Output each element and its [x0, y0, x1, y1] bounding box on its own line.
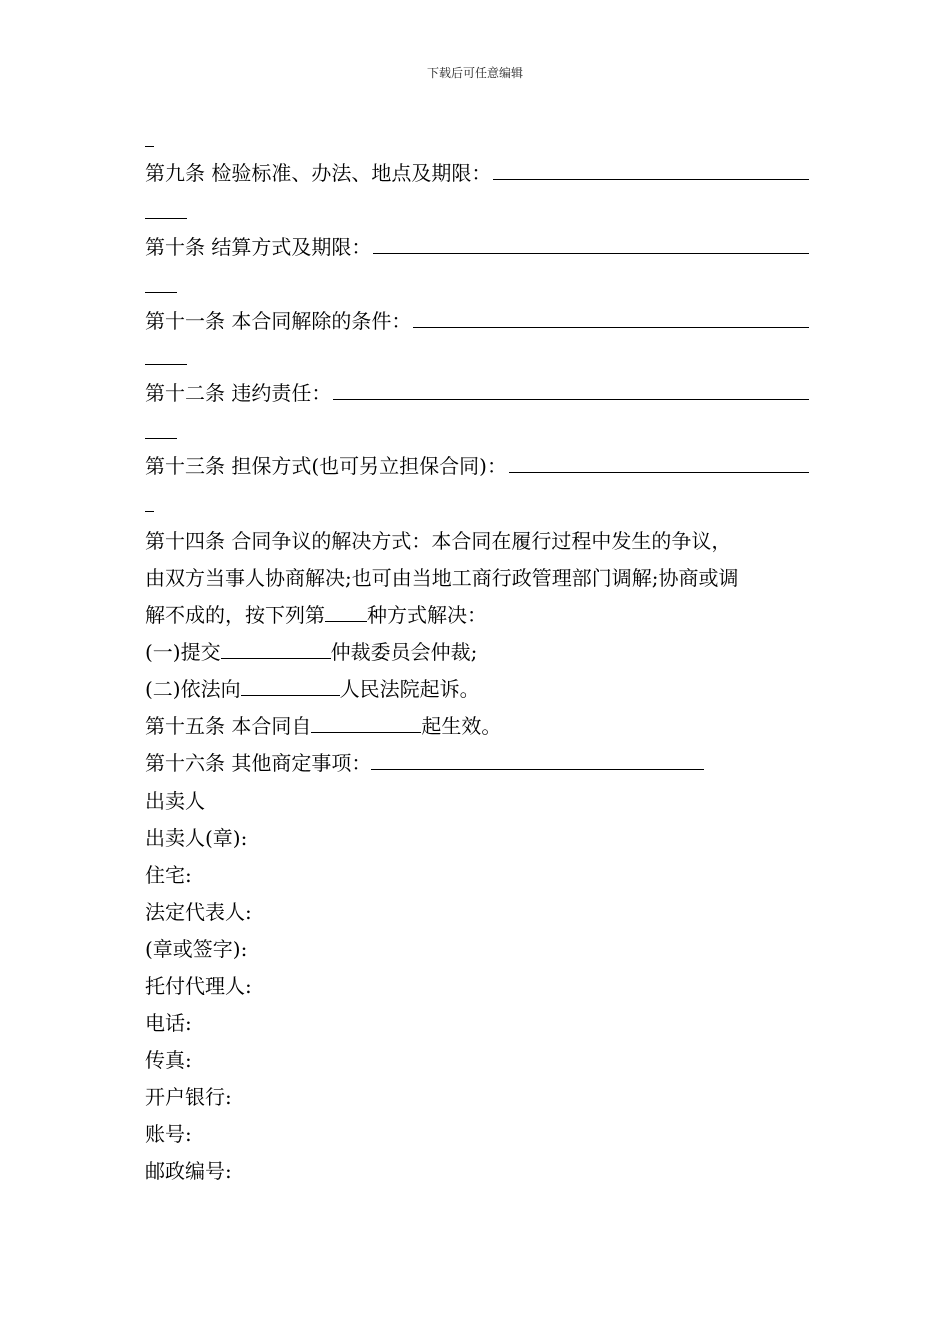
option-1-end: 仲裁委员会仲裁;	[330, 640, 478, 664]
article-13-text: 第十三条 担保方式(也可另立担保合同)：	[145, 454, 507, 478]
article-10	[145, 234, 809, 260]
option-1-blank	[221, 640, 331, 659]
article-14-line-2: 由双方当事人协商解决;也可由当地工商行政管理部门调解;协商或调	[145, 566, 739, 590]
option-2-blank	[241, 677, 340, 696]
seller-postcode-label: 邮政编号:	[145, 1159, 232, 1183]
seller-phone-label: 电话:	[145, 1011, 192, 1035]
article-10-blank-continuation	[145, 292, 177, 293]
article-9-text: 第九条 检验标准、办法、地点及期限：	[145, 161, 492, 185]
article-16-blank	[371, 751, 704, 770]
article-16	[145, 750, 704, 776]
seller-agent-label: 托付代理人:	[145, 974, 252, 998]
option-1-start: (一)提交	[145, 640, 221, 664]
seller-legal-rep-label: 法定代表人:	[145, 900, 252, 924]
article-9-blank	[493, 161, 809, 180]
seller-seal-label: 出卖人(章):	[145, 826, 248, 850]
page-header: 下载后可任意编辑	[426, 66, 523, 80]
seller-fax-label: 传真:	[145, 1048, 192, 1072]
article-11-text: 第十一条 本合同解除的条件：	[145, 309, 412, 333]
article-15-end: 起生效。	[421, 714, 502, 738]
article-14-line-1: 第十四条 合同争议的解决方式：本合同在履行过程中发生的争议，	[145, 529, 732, 553]
article-11-blank	[413, 309, 809, 328]
article-14-line-3	[145, 602, 487, 628]
article-10-blank	[373, 235, 809, 254]
article-10-text: 第十条 结算方式及期限：	[145, 235, 372, 259]
seller-account-label: 账号:	[145, 1122, 192, 1146]
article-13	[145, 453, 809, 479]
option-2-end: 人民法院起诉。	[339, 677, 480, 701]
article-14-line-3-end: 种方式解决：	[367, 603, 487, 627]
option-1	[145, 639, 477, 665]
article-15-start: 第十五条 本合同自	[145, 714, 312, 738]
seller-seal-or-signature-label: (章或签字):	[145, 937, 248, 961]
blank-line-continuation	[145, 146, 154, 147]
seller-title: 出卖人	[145, 789, 205, 813]
article-15	[145, 713, 501, 739]
seller-address-label: 住宅:	[145, 863, 192, 887]
article-12-text: 第十二条 违约责任：	[145, 381, 332, 405]
article-13-blank-continuation	[145, 511, 154, 512]
article-12-blank	[333, 381, 809, 400]
article-11	[145, 308, 809, 334]
article-12	[145, 380, 809, 406]
article-11-blank-continuation	[145, 364, 187, 365]
option-2	[145, 676, 480, 702]
article-16-text: 第十六条 其他商定事项：	[145, 751, 372, 775]
article-14-choice-blank	[325, 603, 367, 622]
article-15-blank	[311, 714, 421, 733]
article-9-blank-continuation	[145, 218, 187, 219]
article-9	[145, 160, 809, 186]
article-14-line-3-start: 解不成的，按下列第	[145, 603, 325, 627]
article-13-blank	[509, 454, 809, 473]
article-12-blank-continuation	[145, 438, 177, 439]
option-2-start: (二)依法向	[145, 677, 241, 701]
seller-bank-label: 开户银行:	[145, 1085, 232, 1109]
